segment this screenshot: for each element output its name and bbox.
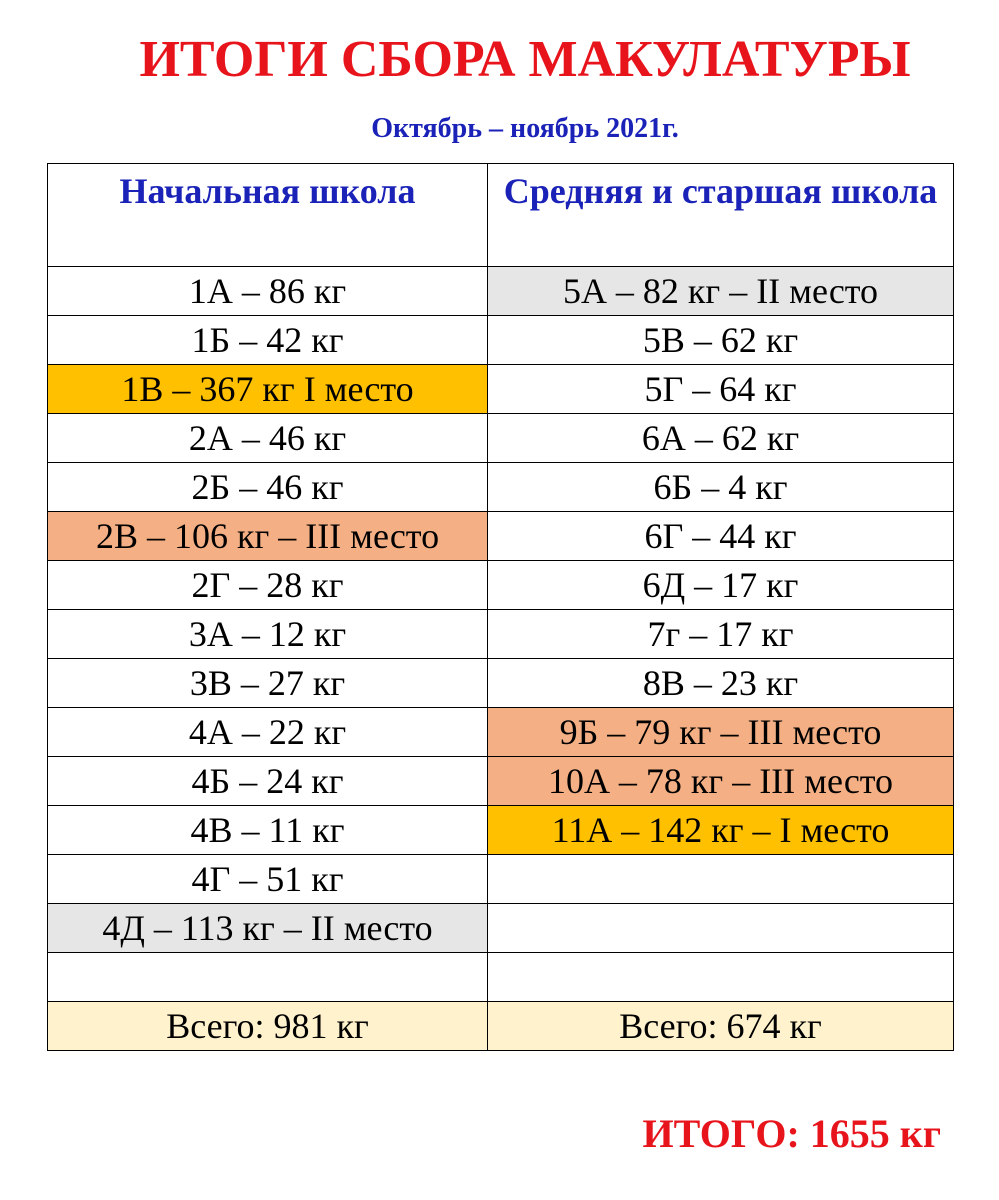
table-row [48,708,954,757]
results-table [47,163,954,1051]
primary-cell: 2Б – 46 кг [48,463,488,512]
primary-cell: 1Б – 42 кг [48,316,488,365]
primary-cell: 4А – 22 кг [48,708,488,757]
secondary-cell-third-place: 10А – 78 кг – III место [488,757,954,806]
table-row [48,806,954,855]
grand-total: ИТОГО: 1655 кг [642,1111,941,1156]
primary-cell: 2А – 46 кг [48,414,488,463]
primary-cell: 4Б – 24 кг [48,757,488,806]
secondary-cell: 5Г – 64 кг [488,365,954,414]
secondary-total: Всего: 674 кг [488,1002,954,1051]
table-row [48,757,954,806]
primary-total: Всего: 981 кг [48,1002,488,1051]
secondary-cell-first-place: 11А – 142 кг – I место [488,806,954,855]
table-header-row [48,164,954,267]
table-row [48,316,954,365]
secondary-cell-empty [488,953,954,1002]
secondary-cell: 8В – 23 кг [488,659,954,708]
table-row [48,659,954,708]
table-row [48,561,954,610]
table-row [48,512,954,561]
primary-cell: 3А – 12 кг [48,610,488,659]
table-row [48,267,954,316]
secondary-cell-second-place: 5А – 82 кг – II место [488,267,954,316]
primary-cell-first-place: 1В – 367 кг I место [48,365,488,414]
table-row [48,953,954,1002]
secondary-cell-empty [488,855,954,904]
period-subtitle: Октябрь – ноябрь 2021г. [371,113,679,144]
primary-cell: 1А – 86 кг [48,267,488,316]
table-row [48,414,954,463]
table-row [48,904,954,953]
table-row [48,365,954,414]
secondary-cell-empty [488,904,954,953]
secondary-cell: 6А – 62 кг [488,414,954,463]
column-header-secondary: Средняя и старшая школа [488,164,954,267]
secondary-cell-third-place: 9Б – 79 кг – III место [488,708,954,757]
column-header-primary: Начальная школа [48,164,488,267]
primary-cell: 4В – 11 кг [48,806,488,855]
secondary-cell: 6Г – 44 кг [488,512,954,561]
primary-cell-empty [48,953,488,1002]
primary-cell-third-place: 2В – 106 кг – III место [48,512,488,561]
table-row [48,610,954,659]
table-row [48,463,954,512]
secondary-cell: 7г – 17 кг [488,610,954,659]
secondary-cell: 5В – 62 кг [488,316,954,365]
table-row [48,855,954,904]
primary-cell-second-place: 4Д – 113 кг – II место [48,904,488,953]
secondary-cell: 6Б – 4 кг [488,463,954,512]
page-title: ИТОГИ СБОРА МАКУЛАТУРЫ [139,31,911,88]
totals-row [48,1002,954,1051]
primary-cell: 4Г – 51 кг [48,855,488,904]
primary-cell: 3В – 27 кг [48,659,488,708]
secondary-cell: 6Д – 17 кг [488,561,954,610]
primary-cell: 2Г – 28 кг [48,561,488,610]
